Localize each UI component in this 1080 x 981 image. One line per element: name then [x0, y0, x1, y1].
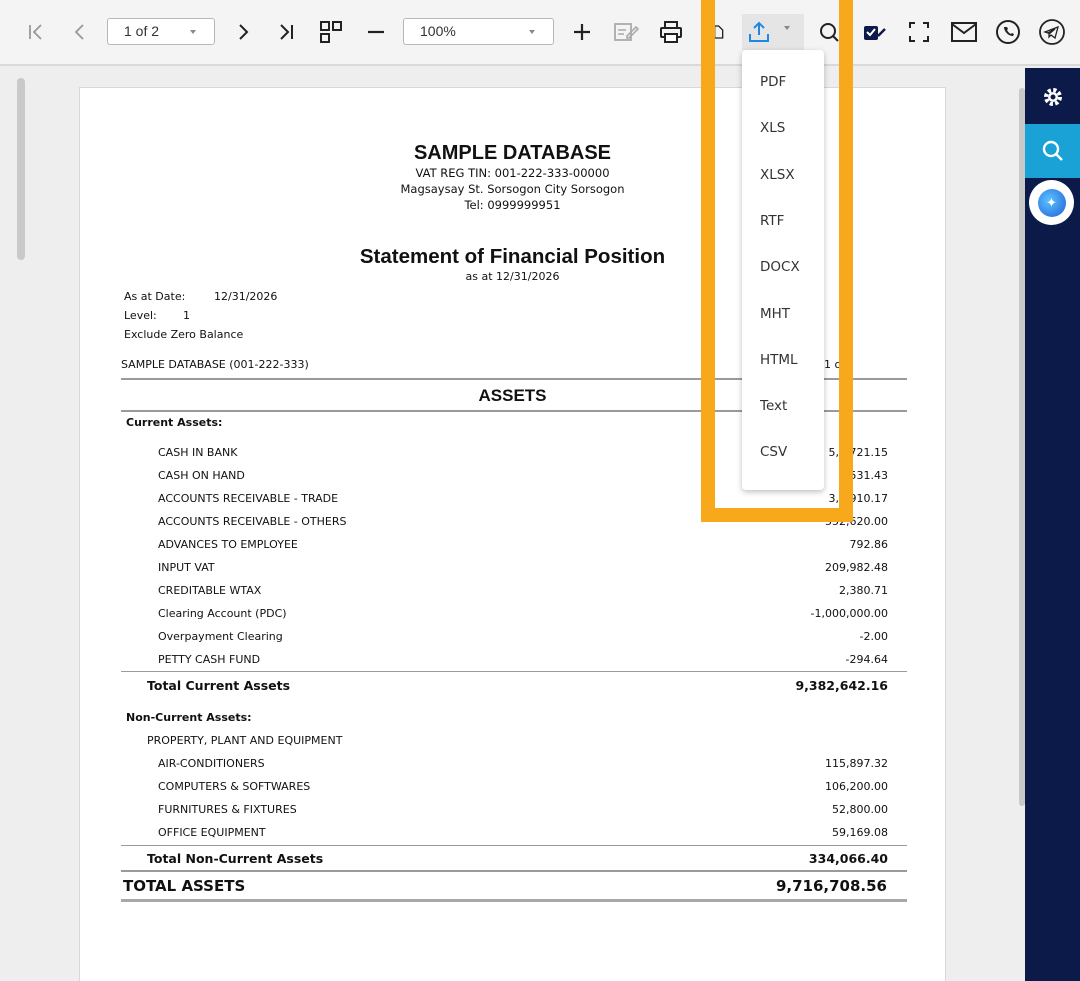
- line-item-name: ADVANCES TO EMPLOYEE: [158, 538, 298, 551]
- line-item-amount: 1 531.43: [839, 469, 888, 482]
- prev-page-icon[interactable]: [66, 12, 94, 52]
- sparkle-icon: ✦: [1038, 189, 1066, 217]
- line-item-name: ACCOUNTS RECEIVABLE - TRADE: [158, 492, 339, 505]
- report-title: Statement of Financial Position: [359, 245, 666, 268]
- line-item-name: CASH IN BANK: [158, 446, 238, 459]
- line-item-amount: -294.64: [845, 653, 888, 666]
- chevron-down-icon: [529, 30, 535, 34]
- company-address: Magsaysay St. Sorsogon City Sorsogon: [400, 182, 625, 196]
- exclude-zero-label: Exclude Zero Balance: [124, 328, 244, 341]
- viewer-toolbar: [0, 0, 1080, 66]
- line-item-name: Clearing Account (PDC): [158, 607, 287, 620]
- export-option-html[interactable]: HTML: [760, 352, 798, 368]
- search-icon[interactable]: [1025, 124, 1080, 178]
- line-item-amount: -2.00: [859, 630, 888, 643]
- page-selector[interactable]: [107, 18, 215, 45]
- line-item-amount: 106,200.00: [825, 780, 888, 793]
- thumbnails-icon[interactable]: [316, 12, 346, 52]
- last-page-icon[interactable]: [272, 12, 300, 52]
- zoom-select[interactable]: [403, 18, 554, 45]
- export-option-xls[interactable]: XLS: [760, 120, 786, 136]
- first-page-icon[interactable]: [22, 12, 50, 52]
- whatsapp-icon[interactable]: [992, 12, 1024, 52]
- page-indicator: 1 of 2: [124, 23, 160, 39]
- current-assets-heading: Current Assets:: [126, 416, 223, 429]
- print-icon[interactable]: [656, 12, 686, 52]
- line-item-name: INPUT VAT: [158, 561, 215, 574]
- page-of-label: 1 o: [824, 358, 842, 371]
- line-item-amount: 3,0 910.17: [828, 492, 888, 505]
- line-item-name: PETTY CASH FUND: [158, 653, 261, 666]
- line-item-name: CREDITABLE WTAX: [158, 584, 262, 597]
- company-tel: Tel: 0999999951: [464, 198, 561, 212]
- line-item-name: OFFICE EQUIPMENT: [158, 826, 266, 839]
- chevron-down-icon: [190, 30, 196, 34]
- non-current-assets-heading: Non-Current Assets:: [126, 711, 252, 724]
- level-label: Level:: [124, 309, 157, 322]
- fullscreen-icon[interactable]: [904, 12, 934, 52]
- export-option-docx[interactable]: DOCX: [760, 259, 800, 275]
- total-current-assets-value: 9,382,642.16: [795, 678, 888, 693]
- export-option-pdf[interactable]: PDF: [760, 74, 787, 90]
- export-option-text[interactable]: Text: [760, 398, 788, 414]
- company-name: SAMPLE DATABASE: [413, 142, 612, 164]
- line-item-name: FURNITURES & FIXTURES: [158, 803, 297, 816]
- total-assets-label: TOTAL ASSETS: [123, 877, 246, 895]
- export-option-csv[interactable]: CSV: [760, 444, 788, 460]
- line-item-name: AIR-CONDITIONERS: [158, 757, 265, 770]
- zoom-out-icon[interactable]: [362, 12, 390, 52]
- line-item-amount: 59,169.08: [832, 826, 888, 839]
- line-item-name: CASH ON HAND: [158, 469, 245, 482]
- line-item-amount: 552,620.00: [825, 515, 888, 528]
- right-sidebar: [1025, 68, 1080, 981]
- total-non-current-assets-label: Total Non-Current Assets: [147, 851, 324, 866]
- entity-name: SAMPLE DATABASE (001-222-333): [121, 358, 309, 371]
- email-icon[interactable]: [948, 12, 980, 52]
- line-item-amount: 52,800.00: [832, 803, 888, 816]
- next-page-icon[interactable]: [229, 12, 257, 52]
- export-option-mht[interactable]: MHT: [760, 306, 791, 322]
- export-option-rtf[interactable]: RTF: [760, 213, 785, 229]
- zoom-level: 100%: [420, 23, 456, 39]
- report-subtitle: as at 12/31/2026: [465, 270, 560, 283]
- line-item-amount: 2,380.71: [839, 584, 888, 597]
- total-non-current-assets-value: 334,066.40: [808, 851, 888, 866]
- total-current-assets-label: Total Current Assets: [147, 678, 291, 693]
- line-item-name: Overpayment Clearing: [158, 630, 283, 643]
- zoom-in-icon[interactable]: [568, 12, 596, 52]
- settings-icon[interactable]: [1025, 70, 1080, 124]
- line-item-name: ACCOUNTS RECEIVABLE - OTHERS: [158, 515, 347, 528]
- divider: [121, 899, 907, 902]
- line-item-amount: 792.86: [849, 538, 888, 551]
- total-assets-value: 9,716,708.56: [775, 877, 887, 895]
- as-at-label: As at Date:: [124, 290, 186, 303]
- viewer-scrollbar-left[interactable]: [17, 78, 25, 260]
- line-item-amount: 115,897.32: [825, 757, 888, 770]
- highlight-editor-icon[interactable]: [860, 12, 890, 52]
- section-heading: ASSETS: [478, 386, 547, 405]
- line-item-name: COMPUTERS & SOFTWARES: [158, 780, 311, 793]
- divider: [121, 671, 907, 672]
- line-item-amount: -1,000,000.00: [810, 607, 888, 620]
- line-item-amount: 5,7 721.15: [828, 446, 888, 459]
- vat-reg: VAT REG TIN: 001-222-333-00000: [415, 166, 610, 180]
- edit-form-icon[interactable]: [611, 12, 641, 52]
- level-value: 1: [183, 309, 190, 322]
- as-at-value: 12/31/2026: [214, 290, 278, 303]
- asset-group-name: PROPERTY, PLANT AND EQUIPMENT: [147, 734, 343, 747]
- assistant-icon[interactable]: [1029, 180, 1074, 225]
- telegram-icon[interactable]: [1036, 12, 1068, 52]
- export-option-xlsx[interactable]: XLSX: [760, 167, 795, 183]
- highlight-annotation: [701, 0, 853, 522]
- divider: [121, 845, 907, 846]
- divider: [121, 870, 907, 872]
- line-item-amount: 209,982.48: [825, 561, 888, 574]
